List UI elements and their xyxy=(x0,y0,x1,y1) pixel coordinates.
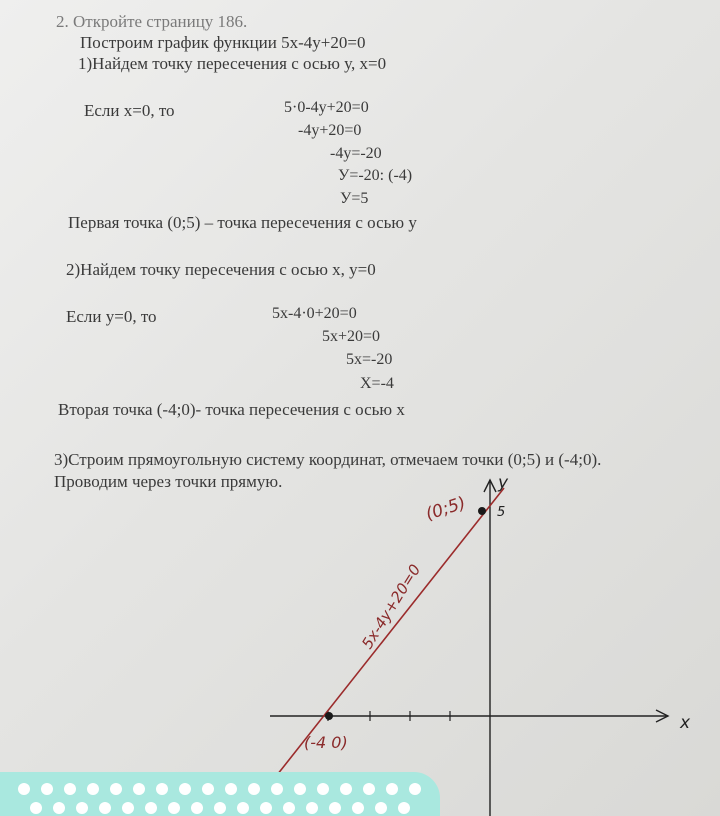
tick-label: 5 xyxy=(497,505,506,520)
function-line xyxy=(262,488,504,794)
step2-result: Вторая точка (-4;0)- точка пересечения с осью х xyxy=(58,400,405,419)
x-axis-label: х xyxy=(680,713,691,733)
step1-result: Первая точка (0;5) – точка пересечения с осью у xyxy=(68,213,417,232)
step1-line: -4у+20=0 xyxy=(298,122,362,139)
step1-line: 5·0-4у+20=0 xyxy=(284,99,369,116)
step3-line2: Проводим через точки прямую. xyxy=(54,472,283,491)
step1-condition: Если х=0, то xyxy=(84,101,175,120)
step2-title: 2)Найдем точку пересечения с осью х, у=0 xyxy=(66,260,376,279)
step2-line: 5х-4·0+20=0 xyxy=(272,305,357,322)
step1-line: -4у=-20 xyxy=(330,145,382,162)
point-b xyxy=(325,712,333,720)
point-a-label: (0;5) xyxy=(423,493,469,525)
y-axis-label: у xyxy=(498,473,509,493)
step3-line1: 3)Строим прямоугольную систему координат, отмечаем точки (0;5) и (-4;0). xyxy=(54,450,602,469)
step1-title: 1)Найдем точку пересечения с осью у, х=0 xyxy=(78,54,387,73)
decorative-dots xyxy=(30,802,410,814)
point-a xyxy=(478,507,486,515)
decorative-dots xyxy=(18,783,421,795)
step1-line: У=-20: (-4) xyxy=(338,167,413,184)
step2-line: 5х+20=0 xyxy=(322,328,381,345)
line-equation-label: 5х-4у+20=0 xyxy=(358,561,425,653)
step2-line: 5х=-20 xyxy=(346,351,393,368)
point-b-label: (-4 0) xyxy=(304,733,348,752)
step2-line: Х=-4 xyxy=(360,375,394,392)
task-header: 2. Откройте страницу 186. xyxy=(56,12,248,31)
task-intro: Построим график функции 5х-4у+20=0 xyxy=(80,33,366,52)
step1-line: У=5 xyxy=(340,190,369,207)
step2-condition: Если у=0, то xyxy=(66,307,157,326)
